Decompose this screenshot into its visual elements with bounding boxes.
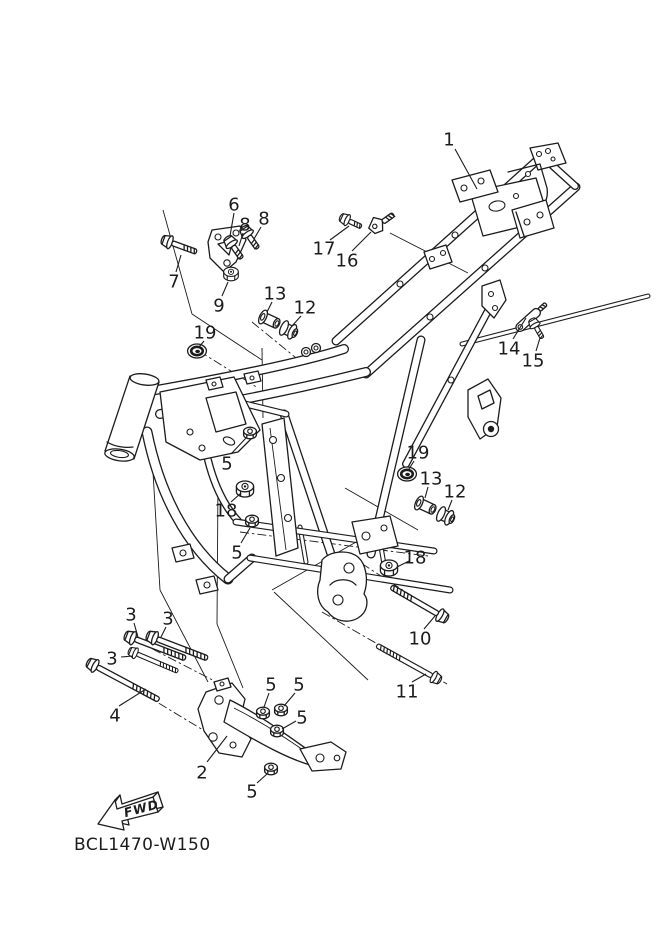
bushing-12-lower [435, 506, 457, 528]
leader-line-7 [176, 255, 181, 272]
bolt-4 [84, 656, 162, 706]
callout-10: 10 [408, 628, 432, 650]
callout-5: 5 [231, 542, 243, 564]
washer-5-a [244, 427, 257, 439]
nut-5-f [265, 763, 278, 775]
callout-7: 7 [168, 271, 180, 293]
callout-18: 18 [403, 547, 427, 569]
leader-line-16 [352, 232, 371, 251]
nut-9 [224, 267, 239, 281]
bushing-12-upper [278, 320, 300, 342]
callout-15: 15 [521, 350, 545, 372]
nut-5-c [257, 707, 270, 719]
callout-9: 9 [213, 295, 225, 317]
callout-5: 5 [246, 781, 258, 803]
footrest-bracket [468, 379, 501, 439]
drawing-code: BCL1470-W150 [74, 835, 211, 855]
callout-3: 3 [162, 608, 174, 630]
callout-18: 18 [214, 500, 238, 522]
callout-11: 11 [395, 681, 419, 703]
leader-line-15 [536, 338, 540, 351]
collar-13-lower [413, 495, 439, 517]
leader-line-5 [257, 774, 267, 783]
callout-19: 19 [193, 322, 217, 344]
leader-line-5 [241, 528, 250, 543]
callout-3: 3 [125, 604, 137, 626]
callout-5: 5 [221, 453, 233, 475]
stud-bracket-16 [365, 207, 397, 236]
callout-12: 12 [443, 481, 467, 503]
callout-16: 16 [335, 250, 359, 272]
callout-5: 5 [296, 707, 308, 729]
fwd-direction-arrow [98, 792, 163, 830]
callout-4: 4 [109, 705, 121, 727]
grommet-19-right [398, 467, 417, 481]
callout-17: 17 [312, 238, 336, 260]
leader-line-5 [282, 721, 296, 729]
frame-artwork [147, 156, 648, 590]
callout-3: 3 [106, 648, 118, 670]
grommet-19-left [188, 344, 207, 358]
fwd-label: FWD [122, 796, 161, 821]
leader-line-4 [119, 689, 146, 706]
callout-13: 13 [263, 283, 287, 305]
bolt-17 [338, 211, 364, 232]
leader-line-10 [424, 616, 435, 629]
callouts-layer [106, 130, 544, 803]
callout-5: 5 [293, 674, 305, 696]
callout-14: 14 [497, 338, 521, 360]
washer-5-b [246, 515, 259, 527]
collar-13-upper [257, 309, 283, 331]
callout-6: 6 [228, 194, 240, 216]
leader-line-9 [222, 282, 228, 296]
nut-5-d [275, 704, 288, 716]
callout-5: 5 [265, 674, 277, 696]
nut-5-e [271, 725, 284, 737]
nut-18-right [380, 560, 397, 576]
callout-1: 1 [443, 129, 455, 151]
callout-12: 12 [293, 297, 317, 319]
callout-13: 13 [419, 468, 443, 490]
callout-19: 19 [406, 442, 430, 464]
callout-2: 2 [196, 762, 208, 784]
bolt-7 [159, 233, 198, 258]
callout-8: 8 [239, 214, 251, 236]
callout-8: 8 [258, 208, 270, 230]
